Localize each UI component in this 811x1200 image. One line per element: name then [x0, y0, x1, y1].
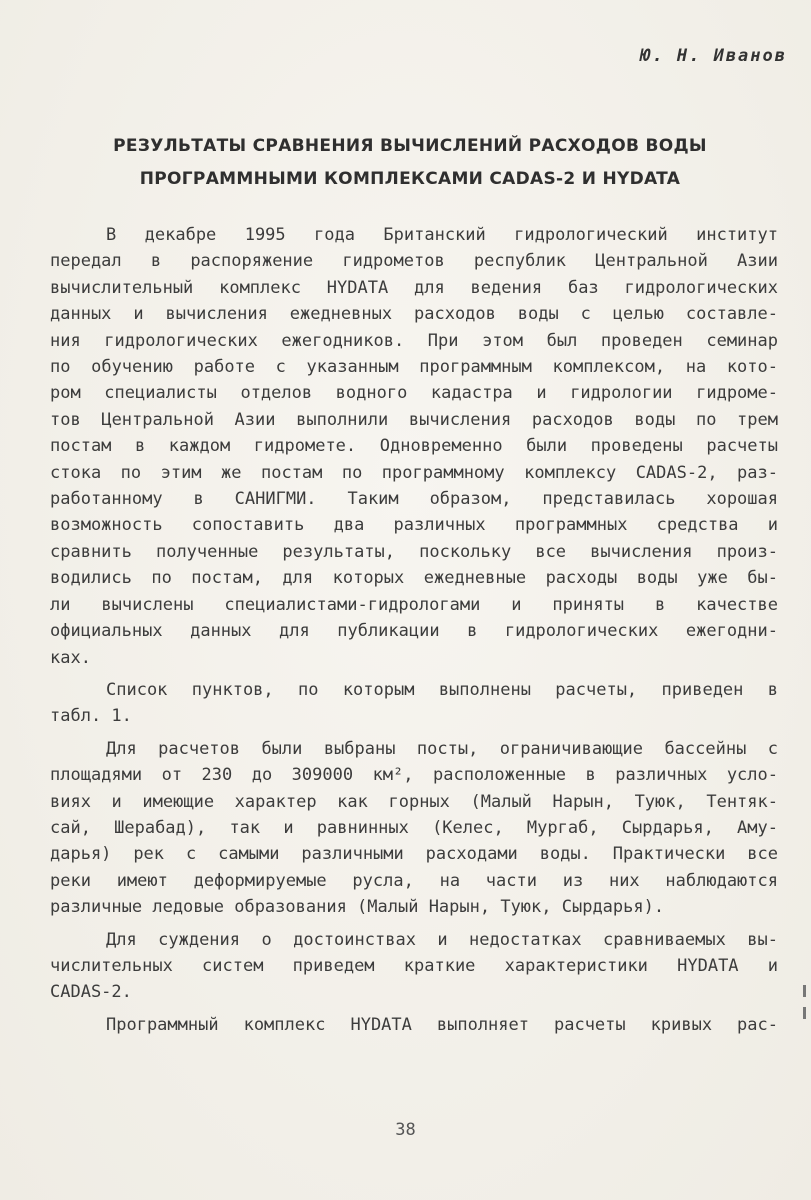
margin-marks	[803, 985, 809, 1045]
text-line: числительных систем приведем краткие характеристики HYDATA и	[50, 955, 778, 976]
text-line: передал в распоряжение гидрометов республик Центральной Азии	[50, 251, 778, 272]
text-line: Для расчетов были выбраны посты, ограничивающие бассейны с	[106, 738, 778, 759]
text-line: В декабре 1995 года Британский гидрологический институт	[106, 225, 778, 245]
article-title	[60, 130, 760, 196]
text-line: постам в каждом гидромете. Одновременно были проведены расчеты	[50, 436, 778, 457]
article-body	[50, 222, 778, 1044]
text-line: реки имеют деформируемые русла, на части из них наблюдаются	[50, 870, 778, 891]
paragraph-5	[50, 1012, 778, 1038]
title-line-1: РЕЗУЛЬТАТЫ СРАВНЕНИЯ ВЫЧИСЛЕНИЙ РАСХОДОВ ВОДЫ	[113, 136, 707, 156]
text-line: различные ледовые образования (Малый Нарын, Туюк, Сырдарья).	[50, 897, 665, 918]
text-line: работанному в САНИГМИ. Таким образом, представилась хорошая	[50, 489, 778, 510]
title-line-2: ПРОГРАММНЫМИ КОМПЛЕКСАМИ CADAS-2 И HYDATA	[139, 169, 681, 189]
text-line: официальных данных для публикации в гидрологических ежегодни-	[50, 621, 778, 642]
text-line: возможность сопоставить два различных программных средства и	[50, 515, 778, 536]
text-line: CADAS-2.	[50, 982, 132, 1003]
text-line: данных и вычисления ежедневных расходов воды с целью составле-	[50, 304, 778, 325]
text-line: ром специалисты отделов водного кадастра и гидрологии гидроме-	[50, 383, 778, 404]
text-line: стока по этим же постам по программному комплексу CADAS-2, раз-	[50, 462, 778, 483]
paragraph-4	[50, 927, 778, 1006]
author-header: Ю. Н. Иванов	[640, 46, 787, 66]
paragraph-2	[50, 677, 778, 730]
text-line: площадями от 230 до 309000 км², расположенные в различных усло-	[50, 765, 778, 786]
text-line: Для суждения о достоинствах и недостатках сравниваемых вы-	[106, 929, 778, 950]
text-line: сравнить полученные результаты, поскольку все вычисления произ-	[50, 541, 778, 562]
paragraph-3	[50, 736, 778, 921]
text-line: по обучению работе с указанным программным комплексом, на кото-	[50, 357, 778, 378]
text-line: ния гидрологических ежегодников. При этом был проведен семинар	[50, 330, 778, 351]
text-line: Список пунктов, по которым выполнены расчеты, приведен в	[106, 679, 778, 700]
text-line: дарья) рек с самыми различными расходами воды. Практически все	[50, 844, 778, 865]
text-line: водились по постам, для которых ежедневные расходы воды уже бы-	[50, 568, 778, 589]
text-line: табл. 1.	[50, 706, 132, 727]
text-line: тов Центральной Азии выполнили вычисления расходов воды по трем	[50, 409, 778, 430]
page-number: 38	[395, 1120, 416, 1140]
paragraph-1	[50, 222, 778, 671]
text-line: ли вычислены специалистами-гидрологами и приняты в качестве	[50, 594, 778, 615]
margin-mark	[803, 985, 806, 997]
text-line: Программный комплекс HYDATA выполняет расчеты кривых рас-	[106, 1014, 778, 1035]
margin-mark	[803, 1007, 806, 1019]
text-line: ках.	[50, 647, 91, 668]
text-line: вычислительный комплекс HYDATA для ведения баз гидрологических	[50, 277, 778, 298]
text-line: сай, Шерабад), так и равнинных (Келес, Мургаб, Сырдарья, Аму-	[50, 817, 778, 838]
text-line: виях и имеющие характер как горных (Малый Нарын, Туюк, Тентяк-	[50, 791, 778, 812]
